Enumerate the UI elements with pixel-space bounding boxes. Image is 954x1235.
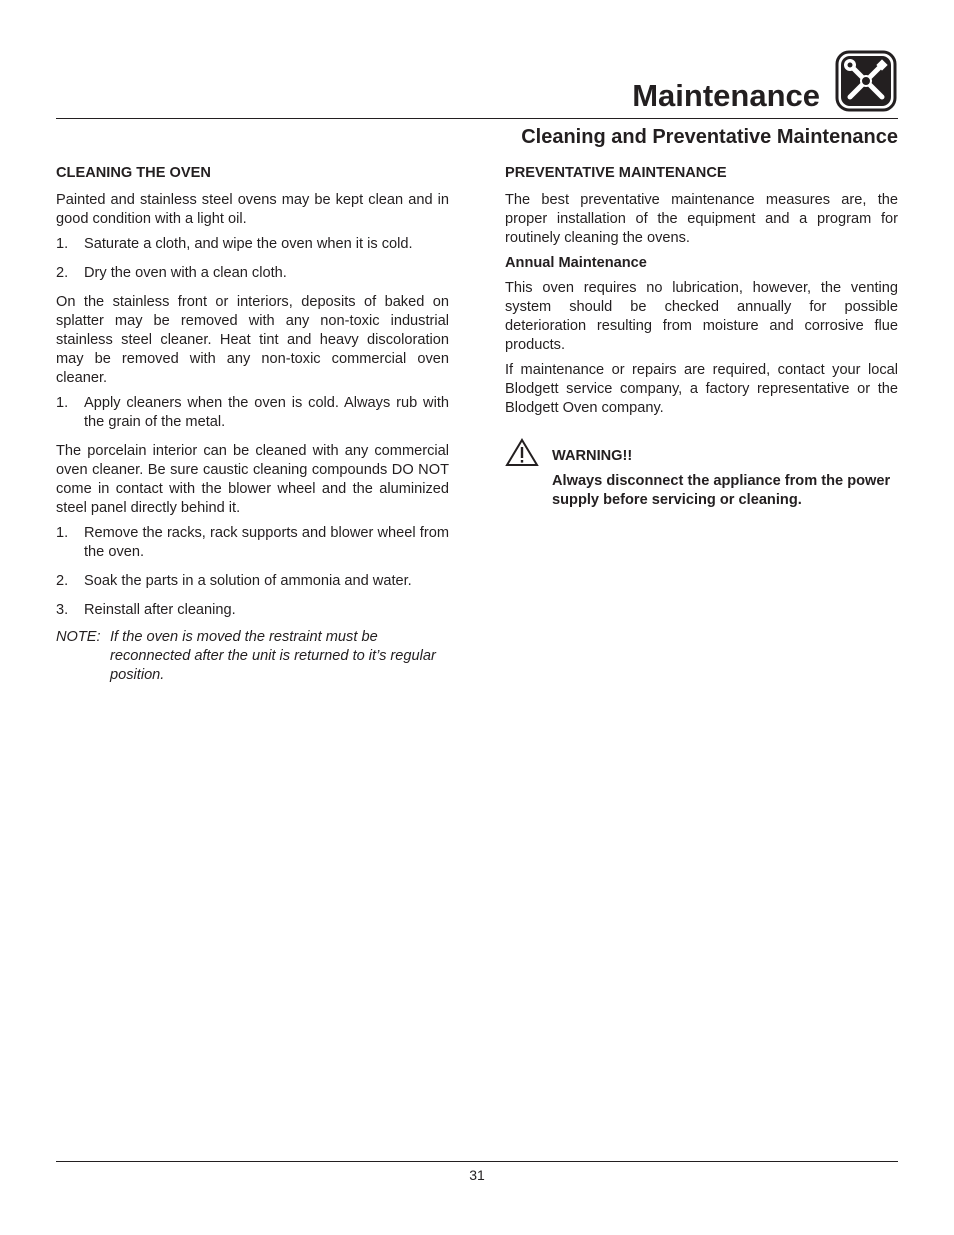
repairs-paragraph: If maintenance or repairs are required, contact your local Blodgett service company, a factory representative or the Blodgett Oven company. xyxy=(505,362,898,416)
list-text: Remove the racks, rack supports and blower wheel from the oven. xyxy=(84,525,449,560)
annual-maintenance-heading: Annual Maintenance xyxy=(505,255,647,271)
stainless-paragraph: On the stainless front or interiors, deposits of baked on splatter may be removed with any non-toxic industrial stainless steel cleaner. Heat tint and heavy discoloration may be removed with any non-toxic commercial oven cleaner. xyxy=(56,294,449,386)
list-item xyxy=(56,264,449,283)
note xyxy=(56,628,449,685)
preventative-heading: PREVENTATIVE MAINTENANCE xyxy=(505,165,727,181)
porcelain-paragraph: The porcelain interior can be cleaned with any commercial oven cleaner. Be sure caustic cleaning compounds DO NOT come in contact with the blower wheel and the aluminized steel panel directly behind it. xyxy=(56,443,449,516)
list-text: Soak the parts in a solution of ammonia and water. xyxy=(84,573,412,589)
list-item xyxy=(56,394,449,432)
header-divider xyxy=(56,118,898,119)
porcelain-steps-list xyxy=(56,524,449,620)
list-item xyxy=(56,572,449,591)
section-title: Cleaning and Preventative Maintenance xyxy=(521,126,898,148)
list-item xyxy=(56,601,449,620)
warning-box xyxy=(505,447,898,510)
wipe-steps-list xyxy=(56,235,449,283)
intro-paragraph: Painted and stainless steel ovens may be kept clean and in good condition with a light oil. xyxy=(56,192,449,227)
wrench-screwdriver-icon xyxy=(835,50,897,112)
list-number: 2. xyxy=(56,265,69,281)
preventative-paragraph: The best preventative maintenance measures are, the proper installation of the equipment and a program for routinely cleaning the ovens. xyxy=(505,192,898,246)
list-number: 3. xyxy=(56,602,69,618)
warning-triangle-icon xyxy=(505,438,539,468)
list-item xyxy=(56,235,449,254)
list-text: Saturate a cloth, and wipe the oven when it is cold. xyxy=(84,236,413,252)
list-text: Dry the oven with a clean cloth. xyxy=(84,265,287,281)
cleaning-heading: CLEANING THE OVEN xyxy=(56,165,211,181)
page-number: 31 xyxy=(469,1167,485,1183)
annual-paragraph: This oven requires no lubrication, however, the venting system should be checked annually for possible deterioration resulting from moisture and corrosive flue products. xyxy=(505,280,898,353)
list-number: 1. xyxy=(56,395,69,411)
list-number: 1. xyxy=(56,236,69,252)
warning-title: WARNING!! xyxy=(552,448,633,464)
list-text: Reinstall after cleaning. xyxy=(84,602,236,618)
footer-divider xyxy=(56,1161,898,1162)
warning-text: Always disconnect the appliance from the power supply before servicing or cleaning. xyxy=(552,473,891,508)
chapter-title: Maintenance xyxy=(632,78,820,113)
note-text: If the oven is moved the restraint must be reconnected after the unit is returned to it’s regular position. xyxy=(110,629,436,683)
right-column xyxy=(505,164,898,510)
list-item xyxy=(56,524,449,562)
list-text: Apply cleaners when the oven is cold. Always rub with the grain of the metal. xyxy=(84,395,449,430)
cleaner-steps-list xyxy=(56,394,449,432)
left-column xyxy=(56,164,449,685)
list-number: 1. xyxy=(56,525,69,541)
list-number: 2. xyxy=(56,573,69,589)
note-label: NOTE: xyxy=(56,629,101,645)
